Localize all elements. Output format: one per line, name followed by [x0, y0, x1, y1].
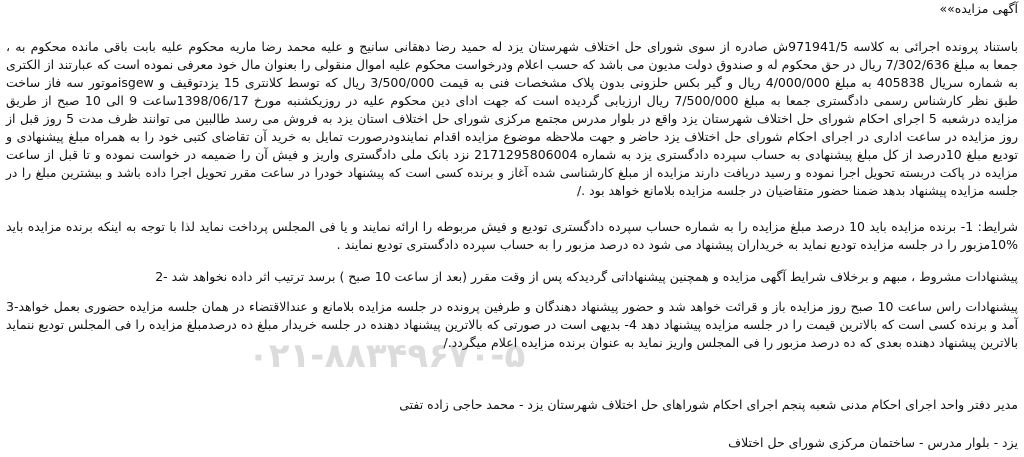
notice-line: جمعا به مبلغ 7/302/636 ریال در حق محکوم له و صندوق دولت مدیون می باشد که حسب اعلام ودرخواست محکوم علیه اموال منقولی را بعنوان مال خود معرفی نموده است که عبارتند از الکتری [6, 57, 1018, 72]
address-paragraph [6, 434, 1018, 452]
condition-line: آمد و برنده کسی است که بالاترین قیمت را در جلسه مزایده پیشنهاد دهد 4- بدیهی است در صورتی که بالاترین پیشنهاد دهنده در جلسه خریدار مبلغ ده درصدمبلغ مزایده را فی المجلس تودیع ننماید [6, 317, 1019, 332]
watermark-phone: ۰۲۱-۸۸۳۴۹۶۷۰-۵ [248, 336, 526, 376]
condition-line: شرایط: 1- برنده مزایده باید 10 درصد مبلغ مزایده را به شماره حساب سپرده دادگستری تودیع و فیش مربوطه را ارائه نمایند و یا فی المجلس پرداخت نماید لذا با توجه به اینکه برنده مزایده باید [6, 219, 1018, 234]
condition-line: پیشنهادات مشروط ، مبهم و برخلاف شرایط آگهی مزایده و همچنین پیشنهاداتی گردیدکه پس از وقت مقرر (بعد از ساعت 10 صبح ) برسد ترتیب اثر داده نخواهد شد -2 [155, 269, 1018, 284]
condition-2-paragraph [6, 268, 1018, 286]
notice-line: به شماره سریال 405838 به مبلغ 4/000/000 ریال و گیر بکس حلزونی بدون پلاک مشخصات فنی به قیمت 3/500/000 ریال که توسط کلانتری 15 یزدتوقیف و isgewموتور سه فاز ساخت [6, 75, 1019, 90]
notice-line: جلسه مزایده پیشنهاد بدهد ضمنا حضور متقاضیان در جلسه مزایده بلامانع خواهد بود ./ [576, 183, 1018, 198]
notice-line: مزایده درشعبه 5 اجرای احکام شورای حل اختلاف شهرستان یزد واقع در بلوار مدرس مجتمع مرکزی شورای حل اختلاف استان یزد به فروش می رسد طالبین می توانند ظرف مدت 5 روز قبل از [6, 111, 1018, 126]
notice-intro-paragraph [6, 38, 1018, 200]
condition-line: پیشنهادات راس ساعت 10 صبح روز مزایده باز و قرائت خواهد شد و حضور پیشنهاد دهندگان و طرفین پرونده در جلسه مزایده بلامانع و عندالاقتضاء در همان جلسه مزایده حضوری بعمل خواهد-3 [6, 299, 1018, 314]
notice-line: باستناد پرونده اجرائی به کلاسه 971941/5ش صادره از سوی شورای حل اختلاف شهرستان یزد له حمید رضا دهقانی سانیج و علیه محمد رضا ماریه محکوم علیه بابت باقی مانده محکوم به ، [6, 39, 1018, 54]
notice-line: مزایده در پاکت دربسته تحویل اجرا نموده و رسید دریافت دارند مزایده از مبلغ کارشناسی شده آغاز و برنده کسی است که پیشنهاد خودرا در ساعت مقرر تحویل اجرا داده باشد و بیشترین مبلغ را در [6, 166, 1018, 180]
condition-line: 10%مزبور را در جلسه مزایده تودیع نماید به خریداران پیشنهاد می شود ده درصد مزبور را به حساب سپرده دادگستری تودیع نمایند . [336, 237, 1018, 252]
signature-paragraph [6, 396, 1018, 414]
condition-line: بالاترین پیشنهاد دهنده بعدی که ده درصد مزبور را فی المجلس واریز نماید به عنوان برنده مزایده اعلام میگردد./ [443, 335, 1018, 350]
signature-line: مدیر دفتر واحد اجرای احکام مدنی شعبه پنجم اجرای احکام شوراهای حل اختلاف شهرستان یزد - محمد حاجی زاده تفتی [399, 397, 1018, 412]
notice-line: طبق نظر کارشناس رسمی دادگستری جمعا به مبلغ 7/500/000 ریال ارزیابی گردیده است که جهت ادای دین محکوم علیه در روزیکشنبه مورخ 1398/06/17ساعت 9 الی 10 صبح از طریق [6, 93, 1018, 108]
condition-3-4-paragraph [6, 298, 1018, 352]
notice-line: روز مزایده در ساعت اداری در اجرای احکام شورای حل اختلاف یزد حاضر و جهت ملاحظه موضوع مزایده اقدام نمایندودرصورت تمایل به خرید آن تقاضای کتبی خود را به همراه مبلغ پیشنهادی و [6, 129, 1018, 144]
conditions-paragraph [6, 218, 1018, 254]
address-line: یزد - بلوار مدرس - ساختمان مرکزی شورای حل اختلاف [728, 435, 1018, 450]
notice-line: تودیع مبلغ 10درصد از کل مبلغ پیشنهادی به حساب سپرده دادگستری یزد به شماره 2171295806004 نزد بانک ملی دادگستری واریز و فیش آن را ضمیمه در خواست نموده و تا قبل از ساعت [6, 147, 1019, 162]
notice-title: آگهی مزایده»» [939, 1, 1018, 16]
